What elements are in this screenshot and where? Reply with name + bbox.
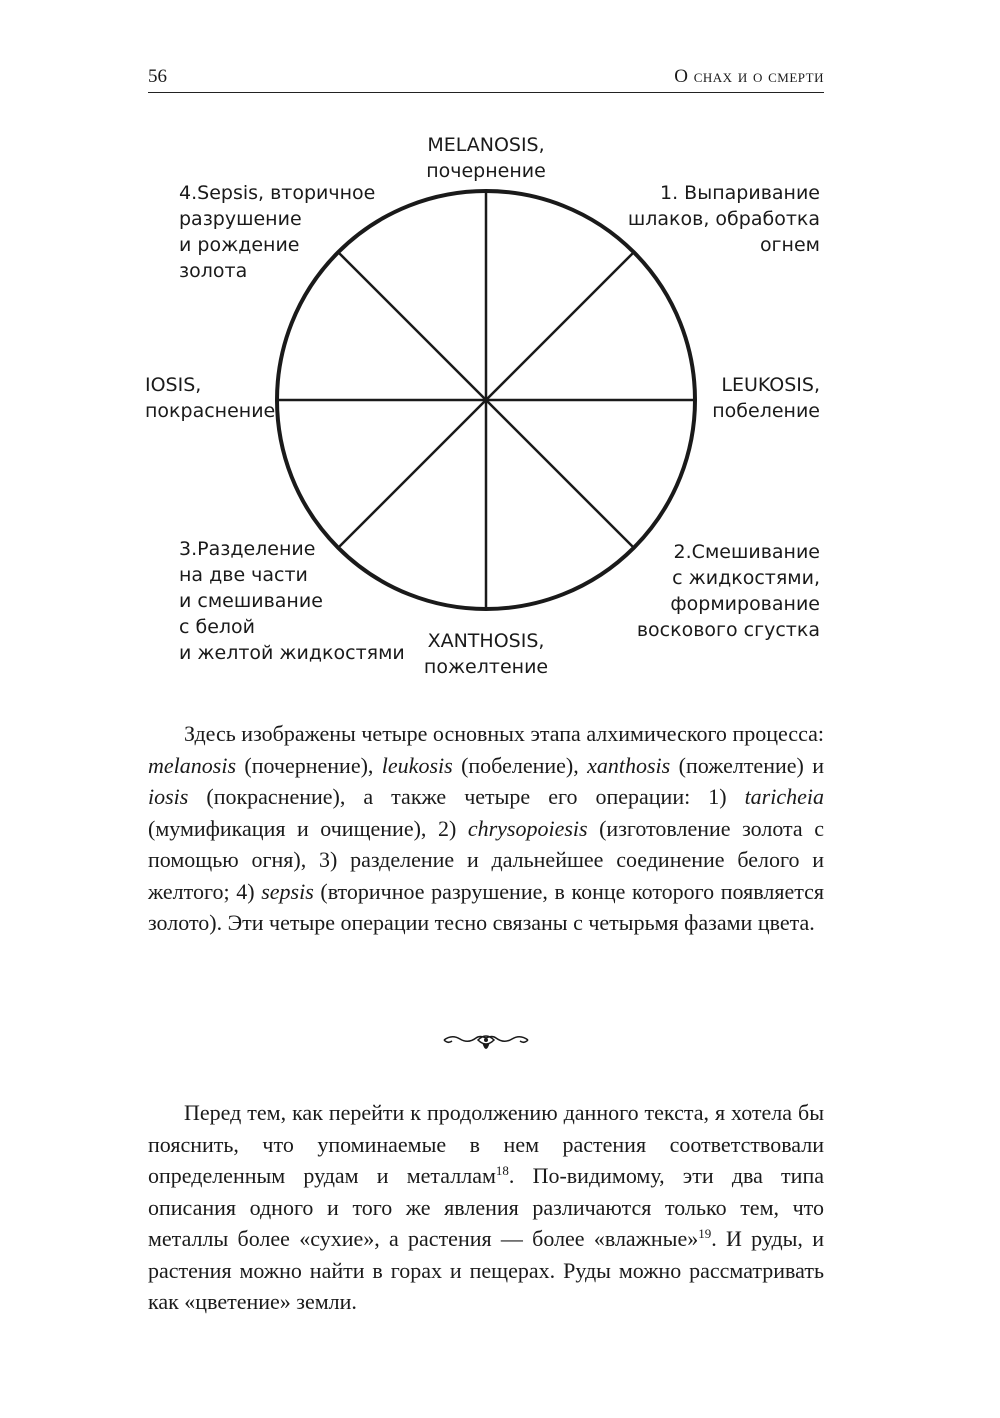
text-run: (пожелтение) и bbox=[670, 752, 824, 778]
text-run: (побеление), bbox=[452, 752, 588, 778]
label-line: шлаков, обработка bbox=[627, 208, 820, 230]
label-line: LEUKOSIS, bbox=[721, 374, 820, 396]
term-sepsis: sepsis bbox=[261, 878, 314, 904]
body-text-1 bbox=[148, 718, 824, 939]
label-line: на две части bbox=[179, 564, 308, 586]
label-melanosis bbox=[386, 132, 586, 184]
wheel-graphic bbox=[0, 0, 1000, 700]
label-line: и рождение bbox=[179, 234, 300, 256]
footnote-ref-19[interactable]: 19 bbox=[698, 1226, 712, 1241]
label-line: 4.Sepsis, вторичное bbox=[179, 182, 376, 204]
label-line: MELANOSIS, bbox=[427, 134, 545, 156]
label-xanthosis bbox=[386, 628, 586, 680]
label-line: и смешивание bbox=[179, 590, 323, 612]
label-line: огнем bbox=[759, 234, 820, 256]
term-iosis: iosis bbox=[148, 784, 189, 809]
term-taricheia: taricheia bbox=[744, 784, 824, 809]
paragraph bbox=[148, 718, 824, 939]
label-operation-3 bbox=[179, 536, 409, 666]
label-line: воскового сгустка bbox=[636, 619, 820, 641]
page-number: 56 bbox=[148, 66, 167, 87]
label-line: 1. Выпаривание bbox=[660, 182, 820, 204]
label-line: с белой bbox=[179, 616, 256, 638]
ornament-divider bbox=[440, 1026, 532, 1060]
label-line: формирование bbox=[670, 593, 820, 615]
term-xanthosis: xanthosis bbox=[587, 752, 671, 778]
label-line: с жидкостями, bbox=[672, 567, 820, 589]
label-line: золота bbox=[179, 260, 248, 282]
text-run: Перед тем, как перейти к продолжению данного текста, я хотела бы пояснить, что упоминаемые в нем растения соответствовали определенным рудам и металлам bbox=[148, 1100, 824, 1188]
label-line: пожелтение bbox=[423, 656, 549, 678]
footnote-ref-18[interactable]: 18 bbox=[495, 1163, 509, 1178]
term-leukosis: leukosis bbox=[381, 752, 453, 778]
label-line: разрушение bbox=[179, 208, 302, 230]
label-operation-1 bbox=[600, 180, 820, 258]
text-run: . По-видимому, эти два типа описания одного и того же явления различаются только тем, что металлы более «сухие», а растения — более «влажные» bbox=[148, 1163, 824, 1251]
label-operation-4 bbox=[179, 180, 389, 284]
label-line: 2.Смешивание bbox=[673, 541, 820, 563]
text-run: (покраснение), а также четыре его операции: 1) bbox=[188, 784, 745, 809]
label-line: побеление bbox=[712, 400, 820, 422]
label-iosis bbox=[145, 372, 285, 424]
text-run: (мумификация и очищение), 2) bbox=[148, 815, 468, 841]
text-run: (вторичное разрушение, в конце которого появляется золото). Эти четыре операции тесно связаны с четырьмя фазами цвета. bbox=[148, 878, 824, 935]
label-leukosis bbox=[680, 372, 820, 424]
body-text-2 bbox=[148, 1097, 824, 1318]
text-run: . И руды, и растения можно найти в горах и пещерах. Руды можно рассматривать как «цветение» земли. bbox=[148, 1226, 824, 1314]
running-title: О снах и о смерти bbox=[674, 66, 824, 87]
text-run: (изготовление золота с помощью огня), 3) разделение и дальнейшее соединение белого и желтого; 4) bbox=[148, 815, 824, 904]
text-run: (почернение), bbox=[236, 752, 382, 778]
label-operation-2 bbox=[600, 539, 820, 643]
text-run: Здесь изображены четыре основных этапа алхимического процесса: bbox=[184, 721, 824, 746]
term-chrysopoiesis: chrysopoiesis bbox=[467, 815, 588, 841]
term-melanosis: melanosis bbox=[148, 752, 236, 778]
label-line: покраснение bbox=[145, 400, 276, 422]
alchemy-wheel-diagram bbox=[0, 0, 1000, 700]
label-line: 3.Разделение bbox=[179, 538, 316, 560]
paragraph bbox=[148, 1097, 824, 1318]
label-line: и желтой жидкостями bbox=[179, 642, 405, 664]
label-line: почернение bbox=[426, 160, 546, 182]
label-line: IOSIS, bbox=[145, 374, 202, 396]
label-line: XANTHOSIS, bbox=[427, 630, 545, 652]
